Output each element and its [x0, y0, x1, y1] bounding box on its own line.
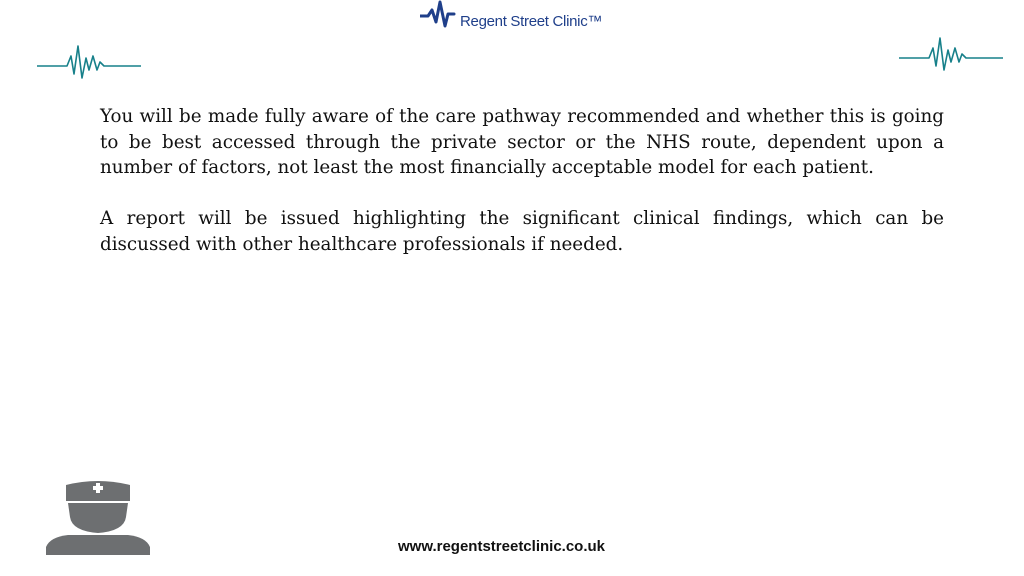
main-content — [100, 104, 944, 283]
nurse-icon — [46, 479, 150, 555]
pulse-line-icon — [37, 44, 143, 80]
paragraph-care-pathway: You will be made fully aware of the care pathway recommended and whether this is going to be best accessed through the private sector or the NHS route, dependent upon a number of factors, not least the most financially acceptable model for each patient. — [100, 106, 944, 179]
pulse-line-icon — [899, 36, 1005, 72]
brand-name: Regent Street Clinic™ — [460, 13, 603, 30]
website-url[interactable]: www.regentstreetclinic.co.uk — [398, 538, 606, 555]
paragraph-report: A report will be issued highlighting the significant clinical findings, which can be discussed with other healthcare professionals if needed. — [100, 208, 944, 255]
brand-logo — [420, 0, 610, 40]
heartbeat-icon — [420, 0, 462, 30]
